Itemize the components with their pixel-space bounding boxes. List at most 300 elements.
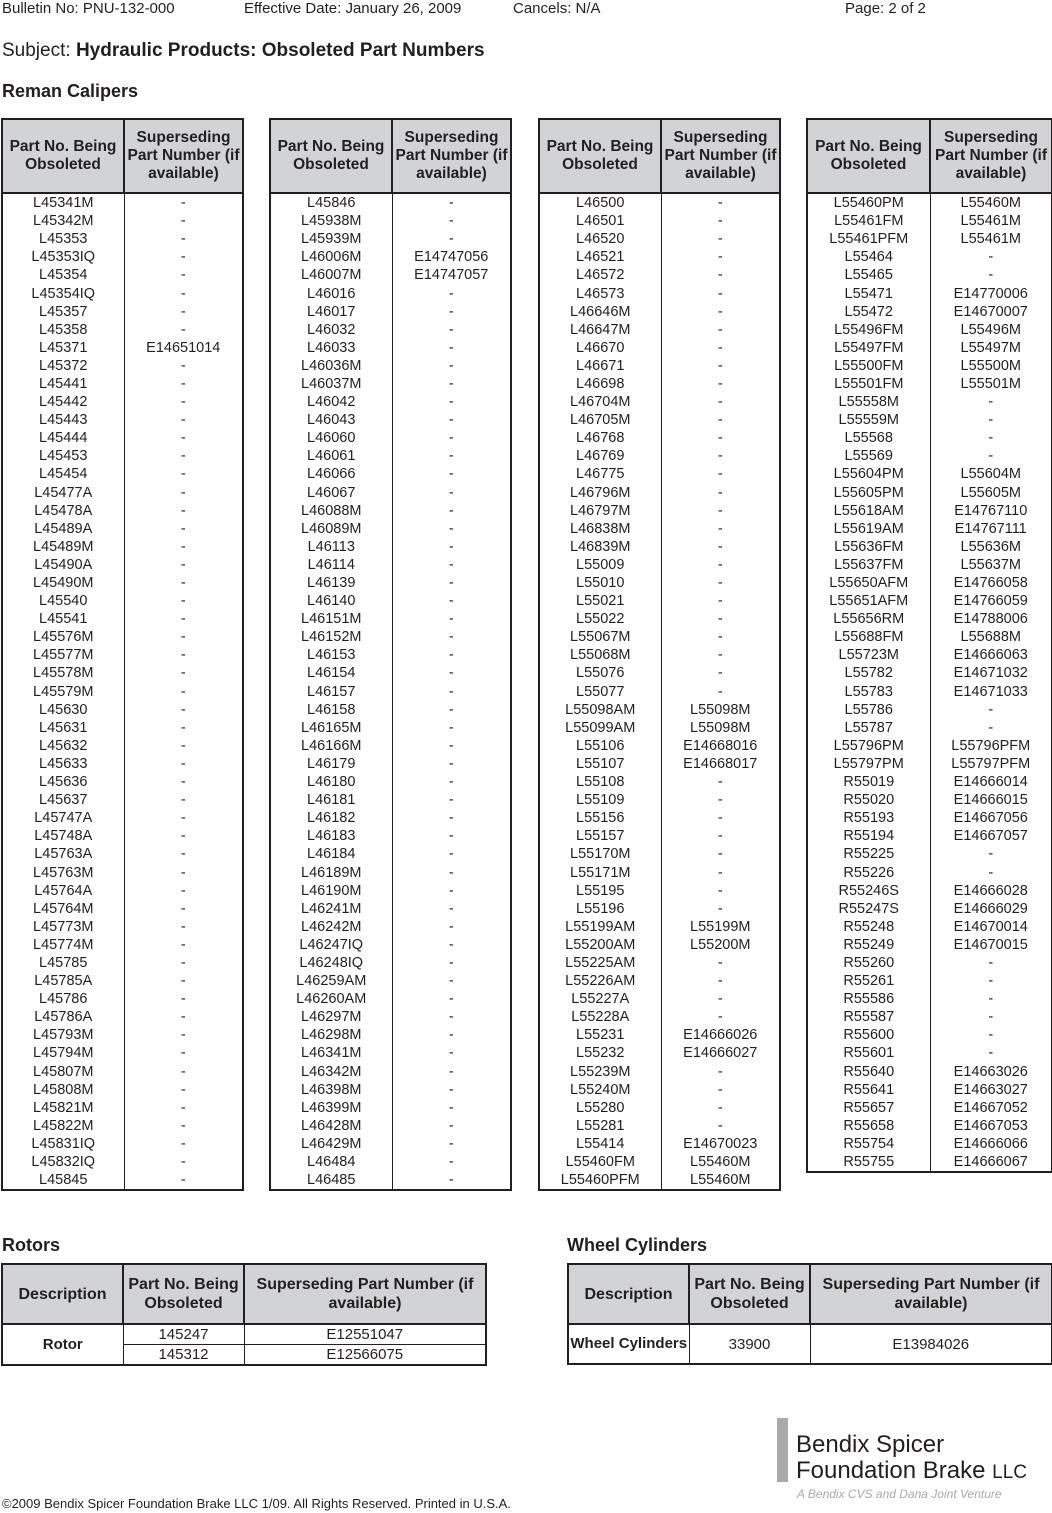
part-obsoleted: L46429M bbox=[270, 1135, 392, 1153]
part-superseding: - bbox=[124, 484, 243, 502]
part-obsoleted: L55195 bbox=[539, 882, 661, 900]
part-superseding: - bbox=[124, 610, 243, 628]
part-superseding: - bbox=[124, 393, 243, 411]
table-row bbox=[2, 1026, 243, 1044]
part-superseding: E14666027 bbox=[661, 1044, 780, 1062]
part-superseding: - bbox=[124, 556, 243, 574]
part-obsoleted: L46671 bbox=[539, 357, 661, 375]
part-obsoleted: L45490A bbox=[2, 556, 124, 574]
table-row bbox=[539, 266, 780, 284]
part-obsoleted: L45807M bbox=[2, 1063, 124, 1081]
table-row bbox=[2, 1117, 243, 1135]
part-obsoleted: L46158 bbox=[270, 701, 392, 719]
part-obsoleted: L55558M bbox=[807, 393, 930, 411]
part-superseding: - bbox=[661, 538, 780, 556]
part-superseding: - bbox=[661, 972, 780, 990]
table-row bbox=[2, 755, 243, 773]
part-superseding: L55501M bbox=[930, 375, 1052, 393]
table-row bbox=[270, 393, 511, 411]
part-obsoleted: R55194 bbox=[807, 827, 930, 845]
part-superseding: - bbox=[392, 1099, 511, 1117]
part-obsoleted: R55586 bbox=[807, 990, 930, 1008]
part-obsoleted: R55755 bbox=[807, 1153, 930, 1172]
part-obsoleted: L46067 bbox=[270, 484, 392, 502]
part-obsoleted: L46037M bbox=[270, 375, 392, 393]
part-obsoleted: L45341M bbox=[2, 193, 124, 212]
part-obsoleted: L46839M bbox=[539, 538, 661, 556]
caliper-table-4 bbox=[806, 118, 1052, 1173]
table-row bbox=[270, 1171, 511, 1190]
table-row bbox=[539, 936, 780, 954]
part-superseding: - bbox=[392, 809, 511, 827]
part-superseding: - bbox=[392, 664, 511, 682]
table-row bbox=[539, 827, 780, 845]
col-superseding: Superseding Part Number (if available) bbox=[661, 119, 780, 193]
part-superseding: - bbox=[124, 773, 243, 791]
caliper-table-2 bbox=[269, 118, 512, 1191]
part-superseding: - bbox=[392, 755, 511, 773]
table-row bbox=[2, 737, 243, 755]
part-obsoleted: L46501 bbox=[539, 212, 661, 230]
part-superseding: - bbox=[930, 954, 1052, 972]
part-superseding: - bbox=[661, 484, 780, 502]
part-superseding: - bbox=[124, 592, 243, 610]
part-superseding: - bbox=[392, 393, 511, 411]
col-superseding: Superseding Part Number (if available) bbox=[244, 1264, 486, 1324]
col-part-obsoleted: Part No. Being Obsoleted bbox=[2, 119, 124, 193]
part-obsoleted: L45441 bbox=[2, 375, 124, 393]
rotors-heading: Rotors bbox=[2, 1235, 60, 1255]
page-number: Page: 2 of 2 bbox=[845, 0, 926, 17]
part-superseding: E14668017 bbox=[661, 755, 780, 773]
part-obsoleted: L55109 bbox=[539, 791, 661, 809]
table-row bbox=[2, 212, 243, 230]
part-superseding: E14747057 bbox=[392, 266, 511, 284]
part-superseding: - bbox=[124, 1135, 243, 1153]
part-obsoleted: L55280 bbox=[539, 1099, 661, 1117]
part-superseding: - bbox=[124, 502, 243, 520]
table-row bbox=[807, 1008, 1052, 1026]
part-superseding: - bbox=[661, 683, 780, 701]
table-row bbox=[539, 411, 780, 429]
part-obsoleted: L55783 bbox=[807, 683, 930, 701]
table-row bbox=[270, 230, 511, 248]
part-superseding: - bbox=[124, 321, 243, 339]
table-row bbox=[568, 1324, 1052, 1364]
part-obsoleted: L45938M bbox=[270, 212, 392, 230]
part-superseding: - bbox=[661, 773, 780, 791]
part-obsoleted: L45354 bbox=[2, 266, 124, 284]
part-obsoleted: L45354IQ bbox=[2, 284, 124, 302]
table-row bbox=[270, 1026, 511, 1044]
part-obsoleted: L55460PM bbox=[807, 193, 930, 212]
table-row bbox=[539, 357, 780, 375]
part-superseding: - bbox=[392, 230, 511, 248]
table-row bbox=[2, 520, 243, 538]
table-row bbox=[2, 502, 243, 520]
part-superseding: - bbox=[930, 1026, 1052, 1044]
table-row bbox=[2, 321, 243, 339]
table-row bbox=[539, 1081, 780, 1099]
part-obsoleted: L45630 bbox=[2, 701, 124, 719]
table-row bbox=[539, 900, 780, 918]
part-superseding: - bbox=[124, 411, 243, 429]
part-superseding: - bbox=[392, 1171, 511, 1190]
table-row bbox=[2, 556, 243, 574]
col-part-obsoleted: Part No. Being Obsoleted bbox=[123, 1264, 244, 1324]
part-obsoleted: L55460PFM bbox=[539, 1171, 661, 1190]
part-obsoleted: L55022 bbox=[539, 610, 661, 628]
table-row bbox=[539, 683, 780, 701]
table-row bbox=[2, 447, 243, 465]
part-obsoleted: L46704M bbox=[539, 393, 661, 411]
part-superseding: - bbox=[661, 863, 780, 881]
table-row bbox=[2, 845, 243, 863]
part-obsoleted: L46152M bbox=[270, 628, 392, 646]
table-row bbox=[539, 248, 780, 266]
part-superseding: - bbox=[124, 266, 243, 284]
table-row bbox=[807, 520, 1052, 538]
table-row bbox=[807, 465, 1052, 483]
table-row bbox=[2, 954, 243, 972]
part-obsoleted: L55604PM bbox=[807, 465, 930, 483]
table-row bbox=[270, 248, 511, 266]
part-superseding: - bbox=[124, 827, 243, 845]
part-superseding: - bbox=[930, 972, 1052, 990]
part-obsoleted: L46573 bbox=[539, 284, 661, 302]
table-row bbox=[539, 791, 780, 809]
part-obsoleted: L46166M bbox=[270, 737, 392, 755]
part-obsoleted: R55657 bbox=[807, 1099, 930, 1117]
table-row bbox=[270, 954, 511, 972]
part-superseding: - bbox=[661, 393, 780, 411]
part-obsoleted: L55239M bbox=[539, 1063, 661, 1081]
table-row bbox=[539, 1153, 780, 1171]
part-superseding: - bbox=[124, 683, 243, 701]
table-row bbox=[2, 357, 243, 375]
part-obsoleted: L45478A bbox=[2, 502, 124, 520]
part-superseding: - bbox=[930, 248, 1052, 266]
part-superseding: - bbox=[392, 646, 511, 664]
table-row bbox=[539, 321, 780, 339]
table-row bbox=[270, 465, 511, 483]
part-obsoleted: L45786A bbox=[2, 1008, 124, 1026]
part-obsoleted: L46572 bbox=[539, 266, 661, 284]
table-row bbox=[270, 266, 511, 284]
part-obsoleted: L46151M bbox=[270, 610, 392, 628]
table-row bbox=[2, 628, 243, 646]
part-superseding: - bbox=[930, 1008, 1052, 1026]
part-obsoleted: L46248IQ bbox=[270, 954, 392, 972]
part-superseding: - bbox=[124, 520, 243, 538]
table-row bbox=[2, 827, 243, 845]
part-superseding: - bbox=[392, 737, 511, 755]
table-row bbox=[270, 1044, 511, 1062]
part-obsoleted: L55461FM bbox=[807, 212, 930, 230]
part-superseding: - bbox=[661, 339, 780, 357]
part-obsoleted: L55497FM bbox=[807, 339, 930, 357]
part-obsoleted: L45845 bbox=[2, 1171, 124, 1190]
table-row bbox=[2, 1153, 243, 1171]
table-row bbox=[539, 1135, 780, 1153]
table-row bbox=[270, 628, 511, 646]
part-obsoleted: L55076 bbox=[539, 664, 661, 682]
part-superseding: - bbox=[124, 193, 243, 212]
table-row bbox=[807, 737, 1052, 755]
part-superseding: - bbox=[661, 357, 780, 375]
part-obsoleted: L45747A bbox=[2, 809, 124, 827]
part-obsoleted: L55228A bbox=[539, 1008, 661, 1026]
part-superseding: - bbox=[661, 212, 780, 230]
part-superseding: - bbox=[930, 845, 1052, 863]
part-superseding: - bbox=[124, 303, 243, 321]
part-obsoleted: L55021 bbox=[539, 592, 661, 610]
table-row bbox=[807, 556, 1052, 574]
table-row bbox=[539, 1063, 780, 1081]
part-superseding: - bbox=[661, 610, 780, 628]
part-superseding: E14666063 bbox=[930, 646, 1052, 664]
part-obsoleted: R55754 bbox=[807, 1135, 930, 1153]
table-row bbox=[270, 447, 511, 465]
part-obsoleted: L45577M bbox=[2, 646, 124, 664]
part-obsoleted: L55569 bbox=[807, 447, 930, 465]
part-superseding: - bbox=[124, 1081, 243, 1099]
part-obsoleted: L46485 bbox=[270, 1171, 392, 1190]
part-obsoleted: L46139 bbox=[270, 574, 392, 592]
part-superseding: - bbox=[392, 882, 511, 900]
part-superseding: - bbox=[392, 193, 511, 212]
table-row bbox=[2, 918, 243, 936]
logo-bar bbox=[777, 1418, 788, 1482]
part-superseding: E14667057 bbox=[930, 827, 1052, 845]
table-row bbox=[2, 701, 243, 719]
part-superseding: - bbox=[124, 918, 243, 936]
part-obsoleted: L45443 bbox=[2, 411, 124, 429]
part-obsoleted: L55496FM bbox=[807, 321, 930, 339]
part-superseding: - bbox=[392, 1026, 511, 1044]
part-obsoleted: R55587 bbox=[807, 1008, 930, 1026]
part-superseding: - bbox=[661, 1063, 780, 1081]
part-obsoleted: L46153 bbox=[270, 646, 392, 664]
part-superseding: E14747056 bbox=[392, 248, 511, 266]
part-obsoleted: L45939M bbox=[270, 230, 392, 248]
part-superseding: L55199M bbox=[661, 918, 780, 936]
table-row bbox=[539, 592, 780, 610]
part-obsoleted: L45821M bbox=[2, 1099, 124, 1117]
part-obsoleted: L46154 bbox=[270, 664, 392, 682]
table-row bbox=[539, 701, 780, 719]
part-superseding: L55461M bbox=[930, 212, 1052, 230]
table-row bbox=[807, 321, 1052, 339]
part-obsoleted: L46838M bbox=[539, 520, 661, 538]
part-superseding: E14788006 bbox=[930, 610, 1052, 628]
wheel-cylinders-table bbox=[567, 1263, 1052, 1365]
table-row bbox=[270, 1117, 511, 1135]
part-obsoleted: L55618AM bbox=[807, 502, 930, 520]
part-obsoleted: L46775 bbox=[539, 465, 661, 483]
part-obsoleted: R55246S bbox=[807, 882, 930, 900]
table-row bbox=[807, 863, 1052, 881]
table-row bbox=[270, 646, 511, 664]
caliper-table-1 bbox=[1, 118, 244, 1191]
part-obsoleted: L55656RM bbox=[807, 610, 930, 628]
table-row bbox=[270, 212, 511, 230]
part-obsoleted: L45353 bbox=[2, 230, 124, 248]
table-row bbox=[270, 737, 511, 755]
part-superseding: - bbox=[392, 1135, 511, 1153]
part-obsoleted: L46398M bbox=[270, 1081, 392, 1099]
part-superseding: - bbox=[124, 791, 243, 809]
part-superseding: - bbox=[661, 447, 780, 465]
table-row bbox=[539, 990, 780, 1008]
part-superseding: E13984026 bbox=[810, 1324, 1052, 1364]
table-row bbox=[539, 212, 780, 230]
part-obsoleted: L45489A bbox=[2, 520, 124, 538]
part-obsoleted: L46521 bbox=[539, 248, 661, 266]
table-row bbox=[807, 791, 1052, 809]
table-row bbox=[2, 303, 243, 321]
part-superseding: E14671033 bbox=[930, 683, 1052, 701]
col-part-obsoleted: Part No. Being Obsoleted bbox=[270, 119, 392, 193]
part-superseding: - bbox=[661, 845, 780, 863]
part-superseding: - bbox=[392, 1044, 511, 1062]
table-row bbox=[807, 193, 1052, 212]
part-superseding: - bbox=[661, 900, 780, 918]
part-superseding: - bbox=[124, 1171, 243, 1190]
part-obsoleted: L46007M bbox=[270, 266, 392, 284]
table-row bbox=[539, 845, 780, 863]
table-row bbox=[270, 701, 511, 719]
part-superseding: - bbox=[392, 863, 511, 881]
part-superseding: - bbox=[392, 845, 511, 863]
table-row bbox=[539, 1099, 780, 1117]
table-row bbox=[539, 1117, 780, 1135]
part-obsoleted: L45764A bbox=[2, 882, 124, 900]
col-part-obsoleted: Part No. Being Obsoleted bbox=[689, 1264, 810, 1324]
part-superseding: - bbox=[392, 827, 511, 845]
part-obsoleted: L55650AFM bbox=[807, 574, 930, 592]
part-superseding: E14670014 bbox=[930, 918, 1052, 936]
part-obsoleted: L46033 bbox=[270, 339, 392, 357]
part-superseding: L55098M bbox=[661, 701, 780, 719]
table-row bbox=[270, 863, 511, 881]
part-obsoleted: 33900 bbox=[689, 1324, 810, 1364]
part-superseding: - bbox=[930, 411, 1052, 429]
part-superseding: - bbox=[124, 357, 243, 375]
part-superseding: - bbox=[392, 592, 511, 610]
table-row bbox=[807, 845, 1052, 863]
table-row bbox=[270, 303, 511, 321]
part-superseding: - bbox=[661, 429, 780, 447]
part-obsoleted: L46769 bbox=[539, 447, 661, 465]
part-superseding: - bbox=[392, 465, 511, 483]
part-superseding: E14671032 bbox=[930, 664, 1052, 682]
part-superseding: L55797PFM bbox=[930, 755, 1052, 773]
part-superseding: - bbox=[124, 809, 243, 827]
part-obsoleted: L46705M bbox=[539, 411, 661, 429]
part-obsoleted: L46180 bbox=[270, 773, 392, 791]
part-obsoleted: L55067M bbox=[539, 628, 661, 646]
part-superseding: - bbox=[661, 248, 780, 266]
part-superseding: - bbox=[124, 972, 243, 990]
part-superseding: E14663027 bbox=[930, 1081, 1052, 1099]
table-row bbox=[270, 719, 511, 737]
table-row bbox=[807, 592, 1052, 610]
part-obsoleted: L45748A bbox=[2, 827, 124, 845]
part-obsoleted: L46061 bbox=[270, 447, 392, 465]
table-row bbox=[807, 538, 1052, 556]
table-row bbox=[807, 284, 1052, 302]
table-row bbox=[807, 719, 1052, 737]
part-obsoleted: L46242M bbox=[270, 918, 392, 936]
part-superseding: - bbox=[661, 321, 780, 339]
part-obsoleted: R55641 bbox=[807, 1081, 930, 1099]
part-superseding: E14666015 bbox=[930, 791, 1052, 809]
part-superseding: - bbox=[661, 520, 780, 538]
part-obsoleted: L46183 bbox=[270, 827, 392, 845]
part-obsoleted: R55249 bbox=[807, 936, 930, 954]
part-superseding: - bbox=[392, 212, 511, 230]
part-superseding: - bbox=[124, 1026, 243, 1044]
table-row bbox=[807, 755, 1052, 773]
part-superseding: - bbox=[661, 375, 780, 393]
part-obsoleted: L55231 bbox=[539, 1026, 661, 1044]
part-superseding: - bbox=[930, 701, 1052, 719]
table-row bbox=[2, 193, 243, 212]
part-superseding: E14667052 bbox=[930, 1099, 1052, 1117]
part-superseding: - bbox=[661, 827, 780, 845]
part-superseding: - bbox=[930, 393, 1052, 411]
wheel-cylinders-heading: Wheel Cylinders bbox=[567, 1235, 708, 1255]
part-obsoleted: L45794M bbox=[2, 1044, 124, 1062]
part-superseding: - bbox=[661, 574, 780, 592]
part-obsoleted: L46165M bbox=[270, 719, 392, 737]
table-row bbox=[807, 646, 1052, 664]
part-obsoleted: L46181 bbox=[270, 791, 392, 809]
part-obsoleted: L45453 bbox=[2, 447, 124, 465]
part-superseding: E14766059 bbox=[930, 592, 1052, 610]
table-row bbox=[2, 230, 243, 248]
part-superseding: E14651014 bbox=[124, 339, 243, 357]
part-superseding: E12566075 bbox=[244, 1345, 486, 1366]
part-superseding: E14670023 bbox=[661, 1135, 780, 1153]
part-superseding: - bbox=[124, 284, 243, 302]
part-obsoleted: L55501FM bbox=[807, 375, 930, 393]
table-row bbox=[270, 755, 511, 773]
table-row bbox=[807, 230, 1052, 248]
part-obsoleted: L55106 bbox=[539, 737, 661, 755]
part-obsoleted: L46670 bbox=[539, 339, 661, 357]
table-row bbox=[807, 1026, 1052, 1044]
table-row bbox=[539, 719, 780, 737]
part-superseding: - bbox=[392, 972, 511, 990]
table-row bbox=[2, 1135, 243, 1153]
part-obsoleted: L45764M bbox=[2, 900, 124, 918]
part-obsoleted: L55619AM bbox=[807, 520, 930, 538]
part-superseding: - bbox=[124, 755, 243, 773]
table-row bbox=[2, 664, 243, 682]
part-obsoleted: L45637 bbox=[2, 791, 124, 809]
part-superseding: - bbox=[124, 737, 243, 755]
table-row bbox=[270, 791, 511, 809]
part-superseding: E14663026 bbox=[930, 1063, 1052, 1081]
part-superseding: - bbox=[392, 339, 511, 357]
part-superseding: - bbox=[392, 411, 511, 429]
table-row bbox=[270, 809, 511, 827]
part-obsoleted: L45342M bbox=[2, 212, 124, 230]
part-superseding: L55688M bbox=[930, 628, 1052, 646]
table-row bbox=[539, 628, 780, 646]
